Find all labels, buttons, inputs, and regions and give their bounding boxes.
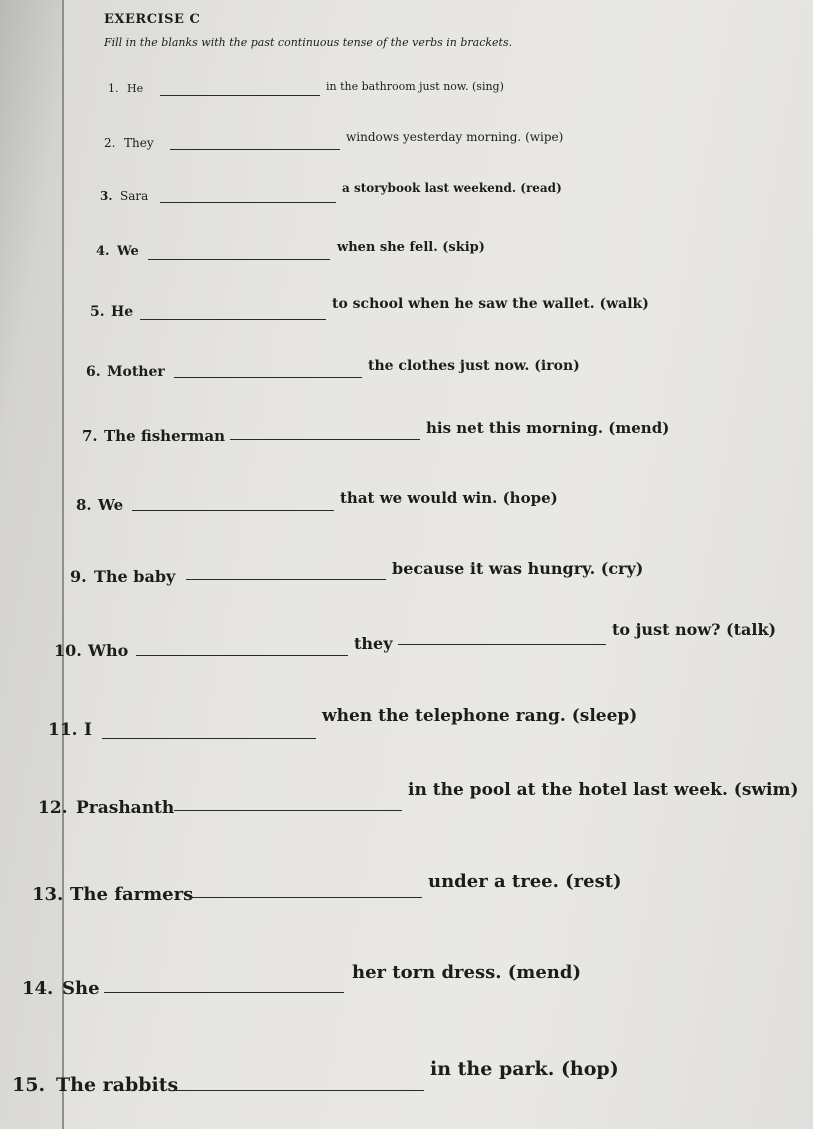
- item-text: her torn dress. (mend): [352, 962, 581, 983]
- item-subject: We: [117, 244, 139, 259]
- item-subject: He: [111, 304, 134, 320]
- page-fold-edge: [62, 0, 64, 1129]
- answer-blank[interactable]: [136, 655, 348, 656]
- item-subject: The rabbits: [56, 1074, 179, 1096]
- answer-blank[interactable]: [102, 738, 316, 739]
- item-subject: Prashanth: [76, 798, 175, 818]
- answer-blank[interactable]: [398, 644, 606, 645]
- answer-blank[interactable]: [160, 202, 336, 203]
- item-text: to just now? (talk): [612, 620, 777, 639]
- item-number: 12.: [38, 798, 68, 818]
- item-subject: We: [98, 496, 124, 514]
- answer-blank[interactable]: [104, 992, 344, 993]
- item-number: 14.: [22, 978, 54, 999]
- answer-blank[interactable]: [148, 259, 330, 260]
- item-number: 1.: [108, 82, 119, 95]
- item-number: 13.: [32, 884, 64, 905]
- item-text: that we would win. (hope): [340, 489, 558, 507]
- answer-blank[interactable]: [140, 319, 326, 320]
- item-subject: He: [127, 82, 144, 95]
- item-subject: The farmers: [70, 884, 194, 905]
- item-number: 6.: [86, 364, 101, 380]
- item-number: 15.: [12, 1074, 46, 1096]
- exercise-instruction: Fill in the blanks with the past continuous tense of the verbs in brackets.: [104, 36, 513, 49]
- item-number: 10.: [54, 641, 82, 660]
- item-middle-word: they: [354, 634, 393, 653]
- answer-blank[interactable]: [170, 149, 340, 150]
- item-subject: They: [124, 136, 154, 150]
- item-number: 8.: [76, 496, 92, 514]
- item-subject: The fisherman: [104, 427, 226, 445]
- item-text: a storybook last weekend. (read): [342, 181, 562, 195]
- answer-blank[interactable]: [174, 377, 362, 378]
- item-subject: Sara: [120, 189, 149, 203]
- item-subject: Mother: [107, 364, 165, 380]
- item-number: 3.: [100, 189, 113, 203]
- item-subject: The baby: [94, 567, 176, 586]
- item-text: in the pool at the hotel last week. (swim): [408, 780, 799, 800]
- item-text: the clothes just now. (iron): [368, 358, 580, 374]
- item-subject: She: [62, 978, 100, 999]
- item-text: when she fell. (skip): [337, 240, 485, 255]
- item-number: 7.: [82, 427, 98, 445]
- answer-blank[interactable]: [132, 510, 334, 511]
- item-subject: I: [84, 720, 92, 740]
- item-text: to school when he saw the wallet. (walk): [332, 296, 649, 312]
- answer-blank[interactable]: [190, 897, 422, 898]
- item-subject: Who: [88, 641, 129, 660]
- item-number: 9.: [70, 567, 87, 586]
- exercise-title: EXERCISE C: [104, 12, 201, 27]
- answer-blank[interactable]: [186, 579, 386, 580]
- answer-blank[interactable]: [176, 1090, 424, 1091]
- item-text: under a tree. (rest): [428, 871, 622, 892]
- item-text: in the park. (hop): [430, 1058, 619, 1080]
- item-text: windows yesterday morning. (wipe): [346, 130, 564, 144]
- item-text: because it was hungry. (cry): [392, 559, 644, 578]
- item-text: his net this morning. (mend): [426, 419, 670, 437]
- item-number: 11.: [48, 720, 78, 740]
- item-number: 5.: [90, 304, 105, 320]
- answer-blank[interactable]: [230, 439, 420, 440]
- answer-blank[interactable]: [174, 810, 402, 811]
- answer-blank[interactable]: [160, 95, 320, 96]
- item-text: in the bathroom just now. (sing): [326, 80, 504, 93]
- item-number: 2.: [104, 136, 116, 150]
- item-number: 4.: [96, 244, 110, 259]
- item-text: when the telephone rang. (sleep): [322, 706, 638, 726]
